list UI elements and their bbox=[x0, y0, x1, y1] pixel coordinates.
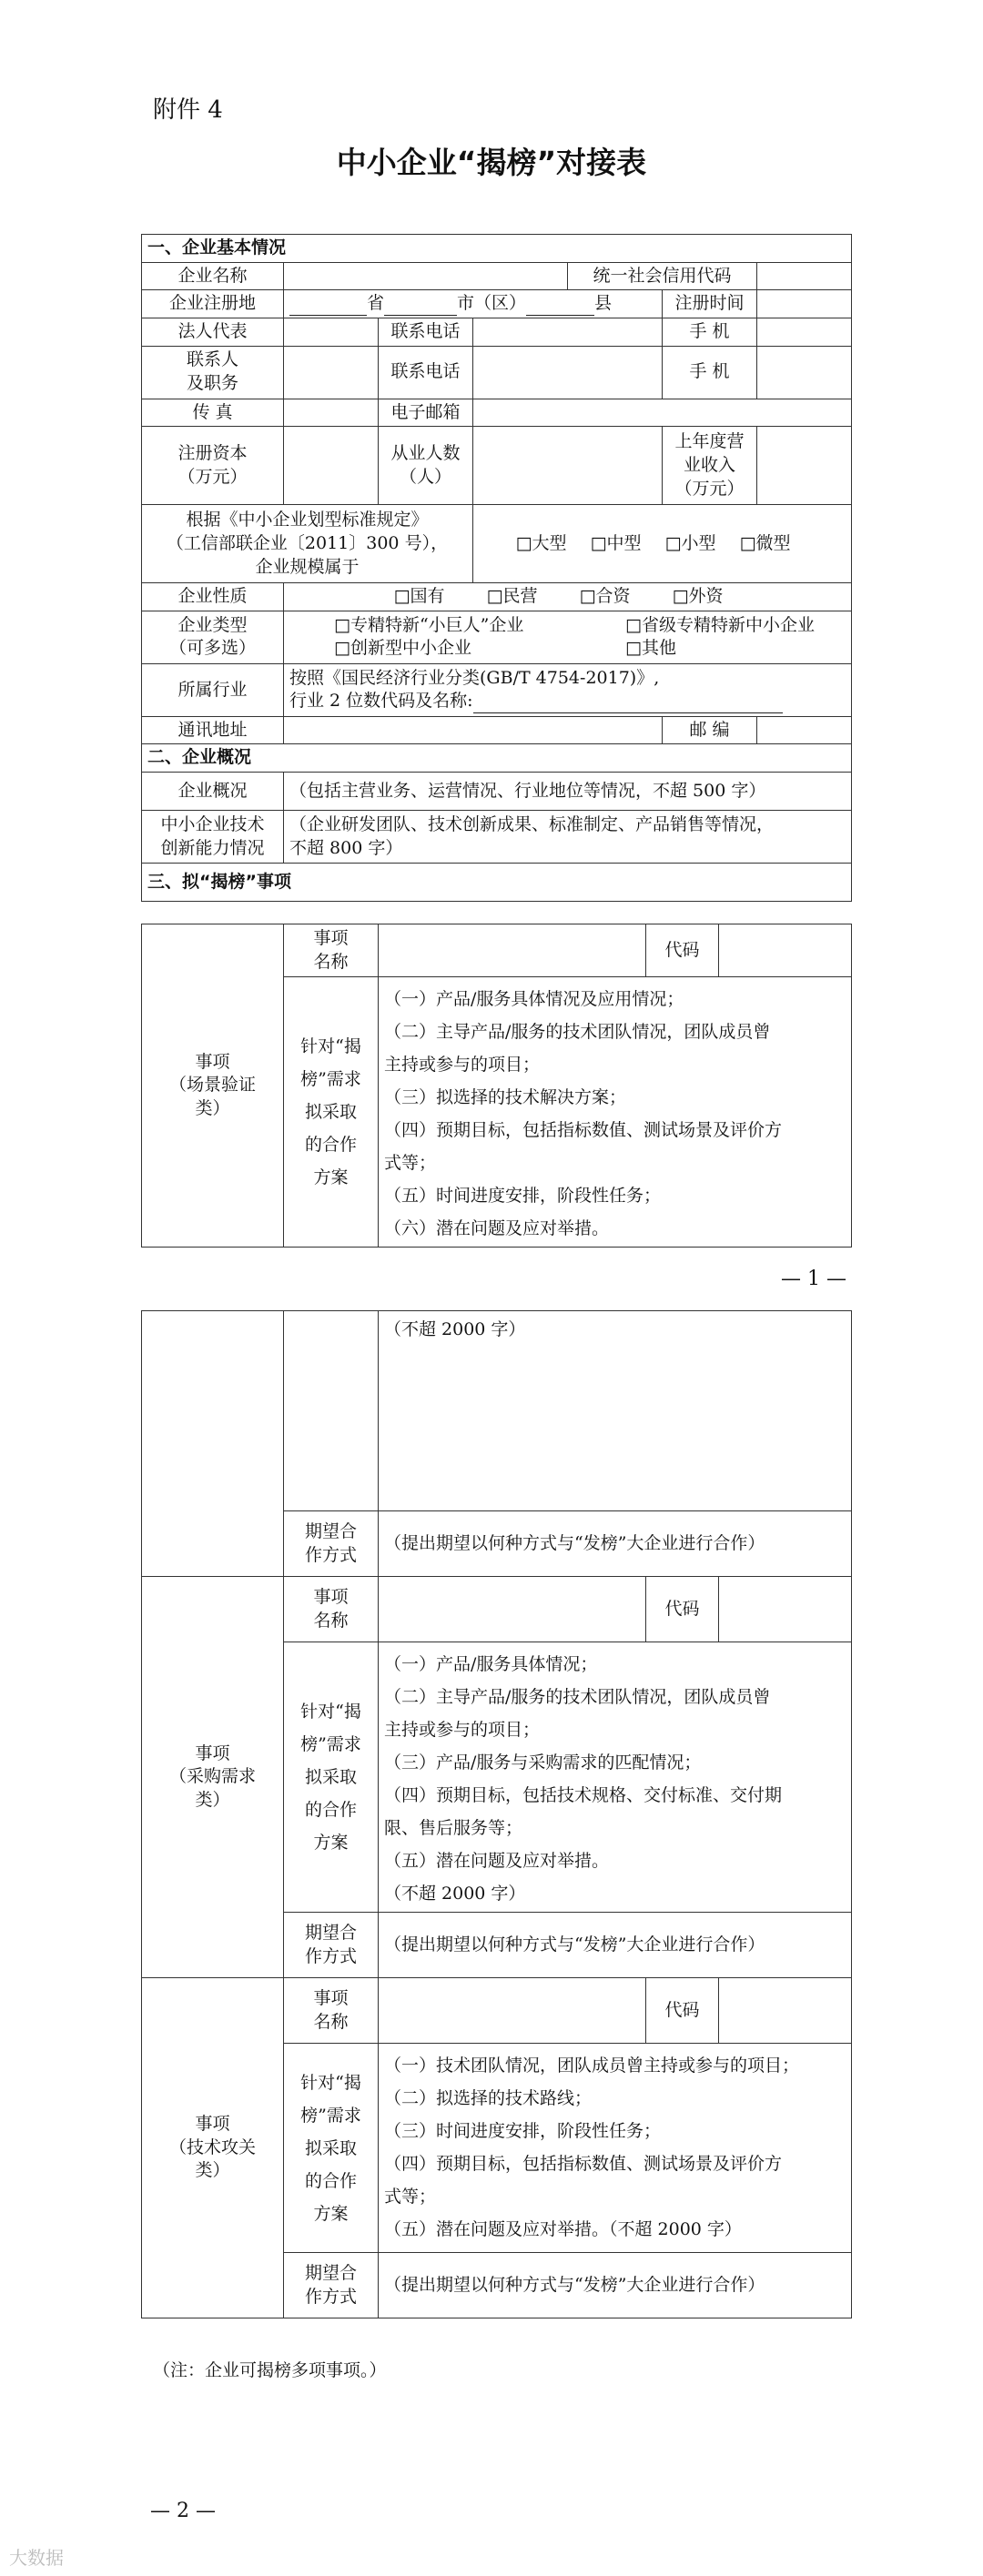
tech-plan-label: 针对“揭 榜”需求 拟采取 的合作 方案 bbox=[284, 2044, 379, 2253]
scene-table bbox=[141, 924, 852, 1248]
tech-plan-field[interactable] bbox=[379, 2044, 852, 2253]
scene-label: 事项 （场景验证 类） bbox=[142, 924, 284, 1248]
purchase-code-label: 代码 bbox=[646, 1577, 719, 1642]
industry-line1: 按照《国民经济行业分类(GB/T 4754-2017)》, bbox=[289, 667, 660, 688]
city-label: 市（区） bbox=[457, 293, 527, 314]
scene-plan-line: （一）产品/服务具体情况及应用情况； bbox=[384, 989, 684, 1009]
company-name-field[interactable] bbox=[284, 262, 568, 290]
purchase-plan-line: （五）潜在问题及应对举措。 bbox=[384, 1851, 610, 1871]
scale-desc: 根据《中小企业划型标准规定》 （工信部联企业〔2011〕300 号）， 企业规模属于 bbox=[142, 505, 473, 583]
fax-field[interactable] bbox=[284, 399, 379, 427]
purchase-plan-line: （不超 2000 字） bbox=[384, 1884, 526, 1904]
address-field[interactable] bbox=[284, 716, 663, 744]
continuation-table bbox=[141, 1310, 852, 2318]
revenue-label: 上年度营 业收入 （万元） bbox=[663, 427, 757, 505]
type-option-giant[interactable]: □专精特新“小巨人”企业 bbox=[334, 614, 524, 635]
email-field[interactable] bbox=[473, 399, 852, 427]
reg-time-field[interactable] bbox=[757, 290, 852, 318]
purchase-plan-line: 主持或参与的项目； bbox=[384, 1720, 541, 1740]
scale-option-small[interactable]: □小型 bbox=[664, 532, 716, 553]
mobile-field[interactable] bbox=[757, 318, 852, 346]
scene-code-field[interactable] bbox=[719, 924, 852, 977]
province-label: 省 bbox=[367, 293, 385, 314]
tech-plan-line: 式等； bbox=[384, 2187, 437, 2207]
legal-rep-label: 法人代表 bbox=[142, 318, 284, 346]
scene-plan-line: （二）主导产品/服务的技术团队情况，团队成员曾 bbox=[384, 1022, 771, 1042]
employees-label: 从业人数 （人） bbox=[379, 427, 473, 505]
section3-heading: 三、拟“揭榜”事项 bbox=[142, 864, 852, 902]
purchase-label: 事项 （采购需求 类） bbox=[142, 1577, 284, 1978]
industry-line2: 行业 2 位数代码及名称: bbox=[289, 691, 473, 712]
innovation-label: 中小企业技术 创新能力情况 bbox=[142, 811, 284, 864]
scene-plan-line: （三）拟选择的技术解决方案； bbox=[384, 1087, 627, 1107]
mobile2-field[interactable] bbox=[757, 346, 852, 399]
contact-phone-label: 联系电话 bbox=[379, 318, 473, 346]
county-label: 县 bbox=[594, 293, 613, 314]
tech-expect-label: 期望合 作方式 bbox=[284, 2253, 379, 2318]
tech-plan-line: （三）时间进度安排，阶段性任务； bbox=[384, 2121, 662, 2141]
nature-option-private[interactable]: □民营 bbox=[486, 586, 538, 607]
purchase-plan-line: （一）产品/服务具体情况； bbox=[384, 1654, 598, 1674]
contact-person-label: 联系人 及职务 bbox=[142, 346, 284, 399]
mobile-label: 手 机 bbox=[663, 318, 757, 346]
fax-label: 传 真 bbox=[142, 399, 284, 427]
employees-field[interactable] bbox=[473, 427, 663, 505]
watermark-logo: 大数据 bbox=[9, 2547, 64, 2569]
reg-place-field[interactable] bbox=[284, 290, 663, 318]
scene-plan-line: 主持或参与的项目； bbox=[384, 1055, 541, 1075]
attachment-label: 附件 4 bbox=[153, 96, 223, 124]
type-option-other[interactable]: □其他 bbox=[625, 638, 676, 659]
tech-expect-field[interactable]: （提出期望以何种方式与“发榜”大企业进行合作） bbox=[379, 2253, 852, 2318]
footnote: （注：企业可揭榜多项事项。） bbox=[153, 2360, 387, 2380]
purchase-plan-line: （四）预期目标，包括技术规格、交付标准、交付期 bbox=[384, 1785, 783, 1805]
section2-heading: 二、企业概况 bbox=[142, 744, 852, 773]
postcode-field[interactable] bbox=[757, 716, 852, 744]
purchase-plan-line: （二）主导产品/服务的技术团队情况，团队成员曾 bbox=[384, 1687, 771, 1707]
scene-plan-line: 式等； bbox=[384, 1153, 437, 1173]
purchase-plan-label: 针对“揭 榜”需求 拟采取 的合作 方案 bbox=[284, 1642, 379, 1913]
reg-time-label: 注册时间 bbox=[663, 290, 757, 318]
overview-field[interactable]: （包括主营业务、运营情况、行业地位等情况，不超 500 字） bbox=[284, 773, 852, 811]
postcode-label: 邮 编 bbox=[663, 716, 757, 744]
scene-expect-field[interactable]: （提出期望以何种方式与“发榜”大企业进行合作） bbox=[379, 1511, 852, 1577]
tech-item-name-label: 事项 名称 bbox=[284, 1978, 379, 2044]
purchase-plan-field[interactable] bbox=[379, 1642, 852, 1913]
innovation-field[interactable]: （企业研发团队、技术创新成果、标准制定、产品销售等情况， 不超 800 字） bbox=[284, 811, 852, 864]
scene-code-label: 代码 bbox=[646, 924, 719, 977]
nature-option-jv[interactable]: □合资 bbox=[579, 586, 631, 607]
reg-place-label: 企业注册地 bbox=[142, 290, 284, 318]
type-option-provincial[interactable]: □省级专精特新中小企业 bbox=[625, 614, 815, 635]
tech-plan-line: （一）技术团队情况，团队成员曾主持或参与的项目； bbox=[384, 2056, 800, 2076]
overview-label: 企业概况 bbox=[142, 773, 284, 811]
nature-label: 企业性质 bbox=[142, 583, 284, 611]
page-number-2: — 2 — bbox=[150, 2500, 216, 2522]
scale-option-micro[interactable]: □微型 bbox=[739, 532, 791, 553]
industry-field[interactable] bbox=[284, 663, 852, 716]
contact-phone2-field[interactable] bbox=[473, 346, 663, 399]
section1-heading: 一、企业基本情况 bbox=[142, 235, 852, 263]
scene-label-continued bbox=[142, 1311, 284, 1577]
info-table bbox=[141, 234, 852, 902]
reg-capital-field[interactable] bbox=[284, 427, 379, 505]
page-2 bbox=[0, 1310, 983, 2576]
mobile2-label: 手 机 bbox=[663, 346, 757, 399]
scene-plan-line: （五）时间进度安排，阶段性任务； bbox=[384, 1186, 662, 1206]
tech-label: 事项 （技术攻关 类） bbox=[142, 1978, 284, 2318]
purchase-plan-line: （三）产品/服务与采购需求的匹配情况； bbox=[384, 1753, 702, 1773]
scene-plan-label: 针对“揭 榜”需求 拟采取 的合作 方案 bbox=[284, 977, 379, 1248]
page-title: 中小企业“揭榜”对接表 bbox=[336, 145, 647, 180]
type-label: 企业类型 （可多选） bbox=[142, 611, 284, 663]
scene-plan-line: （四）预期目标，包括指标数值、测试场景及评价方 bbox=[384, 1120, 783, 1140]
contact-phone2-label: 联系电话 bbox=[379, 346, 473, 399]
purchase-item-name-field[interactable] bbox=[379, 1577, 646, 1642]
reg-capital-label: 注册资本 （万元） bbox=[142, 427, 284, 505]
contact-person-field[interactable] bbox=[284, 346, 379, 399]
purchase-code-field[interactable] bbox=[719, 1577, 852, 1642]
nature-option-foreign[interactable]: □外资 bbox=[672, 586, 724, 607]
page-number-1: — 1 — bbox=[781, 1268, 846, 1290]
tech-code-label: 代码 bbox=[646, 1978, 719, 2044]
industry-label: 所属行业 bbox=[142, 663, 284, 716]
scene-expect-label: 期望合 作方式 bbox=[284, 1511, 379, 1577]
purchase-expect-label: 期望合 作方式 bbox=[284, 1913, 379, 1978]
scene-limit-text[interactable]: （不超 2000 字） bbox=[379, 1311, 852, 1511]
nature-options bbox=[284, 583, 852, 611]
company-name-label: 企业名称 bbox=[142, 262, 284, 290]
scene-plan-line: （六）潜在问题及应对举措。 bbox=[384, 1218, 610, 1238]
purchase-plan-line: 限、售后服务等； bbox=[384, 1818, 523, 1838]
purchase-item-name-label: 事项 名称 bbox=[284, 1577, 379, 1642]
email-label: 电子邮箱 bbox=[379, 399, 473, 427]
scene-item-name-label: 事项 名称 bbox=[284, 924, 379, 977]
contact-phone-field[interactable] bbox=[473, 318, 663, 346]
scale-options bbox=[473, 505, 852, 583]
revenue-field[interactable] bbox=[757, 427, 852, 505]
scale-option-medium[interactable]: □中型 bbox=[590, 532, 642, 553]
scene-plan-label-continued bbox=[284, 1311, 379, 1511]
type-options bbox=[284, 611, 852, 663]
legal-rep-field[interactable] bbox=[284, 318, 379, 346]
purchase-expect-field[interactable]: （提出期望以何种方式与“发榜”大企业进行合作） bbox=[379, 1913, 852, 1978]
tech-plan-line: （四）预期目标，包括指标数值、测试场景及评价方 bbox=[384, 2154, 783, 2174]
scene-item-name-field[interactable] bbox=[379, 924, 646, 977]
credit-code-label: 统一社会信用代码 bbox=[568, 262, 757, 290]
tech-code-field[interactable] bbox=[719, 1978, 852, 2044]
tech-plan-line: （二）拟选择的技术路线； bbox=[384, 2088, 593, 2108]
nature-option-state[interactable]: □国有 bbox=[393, 586, 445, 607]
type-option-innovative[interactable]: □创新型中小企业 bbox=[334, 638, 471, 659]
tech-item-name-field[interactable] bbox=[379, 1978, 646, 2044]
tech-plan-line: （五）潜在问题及应对举措。（不超 2000 字） bbox=[384, 2219, 742, 2239]
scene-plan-field[interactable] bbox=[379, 977, 852, 1248]
address-label: 通讯地址 bbox=[142, 716, 284, 744]
credit-code-field[interactable] bbox=[757, 262, 852, 290]
scale-option-large[interactable]: □大型 bbox=[515, 532, 567, 553]
